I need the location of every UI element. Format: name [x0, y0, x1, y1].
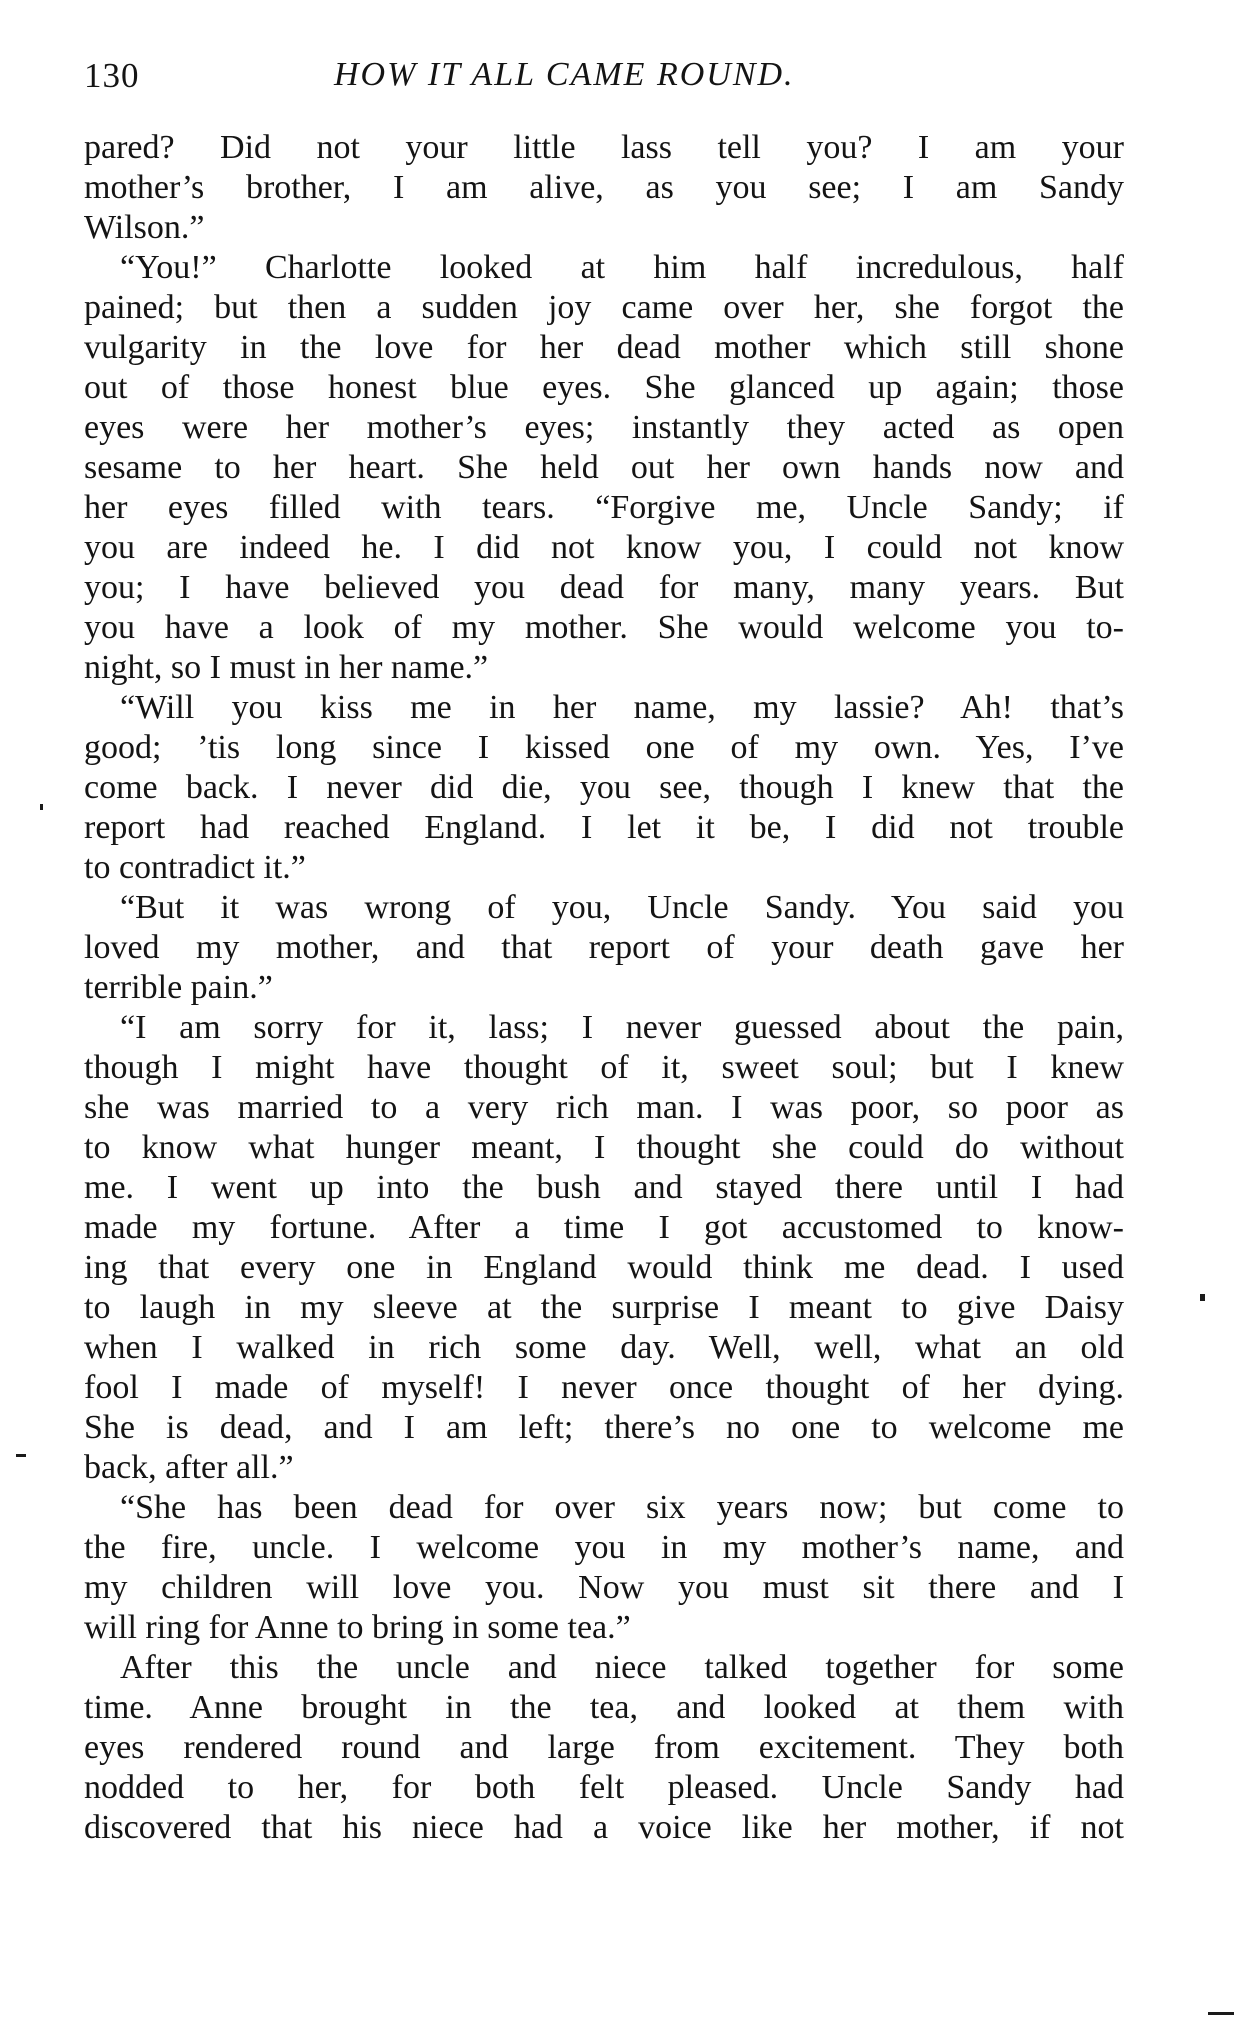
print-speck [1208, 2012, 1234, 2015]
text-line: my children will love you. Now you must sit there and I [84, 1569, 1124, 1606]
text-line: to contradict it.” [84, 849, 306, 886]
body-text [84, 128, 1124, 1848]
text-line: time. Anne brought in the tea, and looked at them with [84, 1689, 1124, 1726]
text-line: loved my mother, and that report of your death gave her [84, 929, 1124, 966]
text-line: fool I made of myself! I never once thought of her dying. [84, 1369, 1124, 1406]
text-line: out of those honest blue eyes. She glanced up again; those [84, 369, 1124, 406]
text-line: vulgarity in the love for her dead mother which still shone [84, 329, 1124, 366]
text-line: “But it was wrong of you, Uncle Sandy. You said you [120, 889, 1124, 926]
text-line: good; ’tis long since I kissed one of my own. Yes, I’ve [84, 729, 1124, 766]
text-line: “Will you kiss me in her name, my lassie? Ah! that’s [120, 689, 1124, 726]
text-line: ing that every one in England would think me dead. I used [84, 1249, 1124, 1286]
text-line: “She has been dead for over six years now; but come to [120, 1489, 1124, 1526]
text-line: sesame to her heart. She held out her own hands now and [84, 449, 1124, 486]
text-line: mother’s brother, I am alive, as you see; I am Sandy [84, 169, 1124, 206]
running-title: HOW IT ALL CAME ROUND. [334, 56, 795, 93]
text-line: pared? Did not your little lass tell you? I am your [84, 129, 1124, 166]
text-line: will ring for Anne to bring in some tea.” [84, 1609, 631, 1646]
text-line: though I might have thought of it, sweet soul; but I knew [84, 1049, 1124, 1086]
text-line: she was married to a very rich man. I was poor, so poor as [84, 1089, 1124, 1126]
page-number: 130 [84, 56, 140, 95]
text-line: eyes rendered round and large from excitement. They both [84, 1729, 1124, 1766]
text-line: She is dead, and I am left; there’s no one to welcome me [84, 1409, 1124, 1446]
text-line: pained; but then a sudden joy came over her, she forgot the [84, 289, 1124, 326]
print-speck [1200, 1294, 1205, 1301]
text-line: you are indeed he. I did not know you, I could not know [84, 529, 1124, 566]
text-line: come back. I never did die, you see, though I knew that the [84, 769, 1124, 806]
text-line: me. I went up into the bush and stayed there until I had [84, 1169, 1124, 1206]
text-line: eyes were her mother’s eyes; instantly they acted as open [84, 409, 1124, 446]
text-line: terrible pain.” [84, 969, 273, 1006]
page-header [84, 52, 1124, 102]
text-line: to know what hunger meant, I thought she could do without [84, 1129, 1124, 1166]
text-line: her eyes filled with tears. “Forgive me, Uncle Sandy; if [84, 489, 1124, 526]
text-line: “You!” Charlotte looked at him half incredulous, half [120, 249, 1124, 286]
text-line: you; I have believed you dead for many, many years. But [84, 569, 1124, 606]
print-speck [16, 1454, 26, 1457]
text-line: “I am sorry for it, lass; I never guessed about the pain, [120, 1009, 1124, 1046]
text-line: to laugh in my sleeve at the surprise I meant to give Daisy [84, 1289, 1124, 1326]
text-line: back, after all.” [84, 1449, 294, 1486]
text-line: Wilson.” [84, 209, 205, 246]
text-line: nodded to her, for both felt pleased. Uncle Sandy had [84, 1769, 1124, 1806]
text-line: when I walked in rich some day. Well, well, what an old [84, 1329, 1124, 1366]
text-line: night, so I must in her name.” [84, 649, 489, 686]
text-line: the fire, uncle. I welcome you in my mother’s name, and [84, 1529, 1124, 1566]
print-speck [40, 804, 43, 810]
text-line: report had reached England. I let it be, I did not trouble [84, 809, 1124, 846]
text-line: After this the uncle and niece talked together for some [120, 1649, 1124, 1686]
text-line: made my fortune. After a time I got accustomed to know- [84, 1209, 1124, 1246]
text-line: discovered that his niece had a voice like her mother, if not [84, 1809, 1124, 1846]
text-line: you have a look of my mother. She would welcome you to- [84, 609, 1124, 646]
